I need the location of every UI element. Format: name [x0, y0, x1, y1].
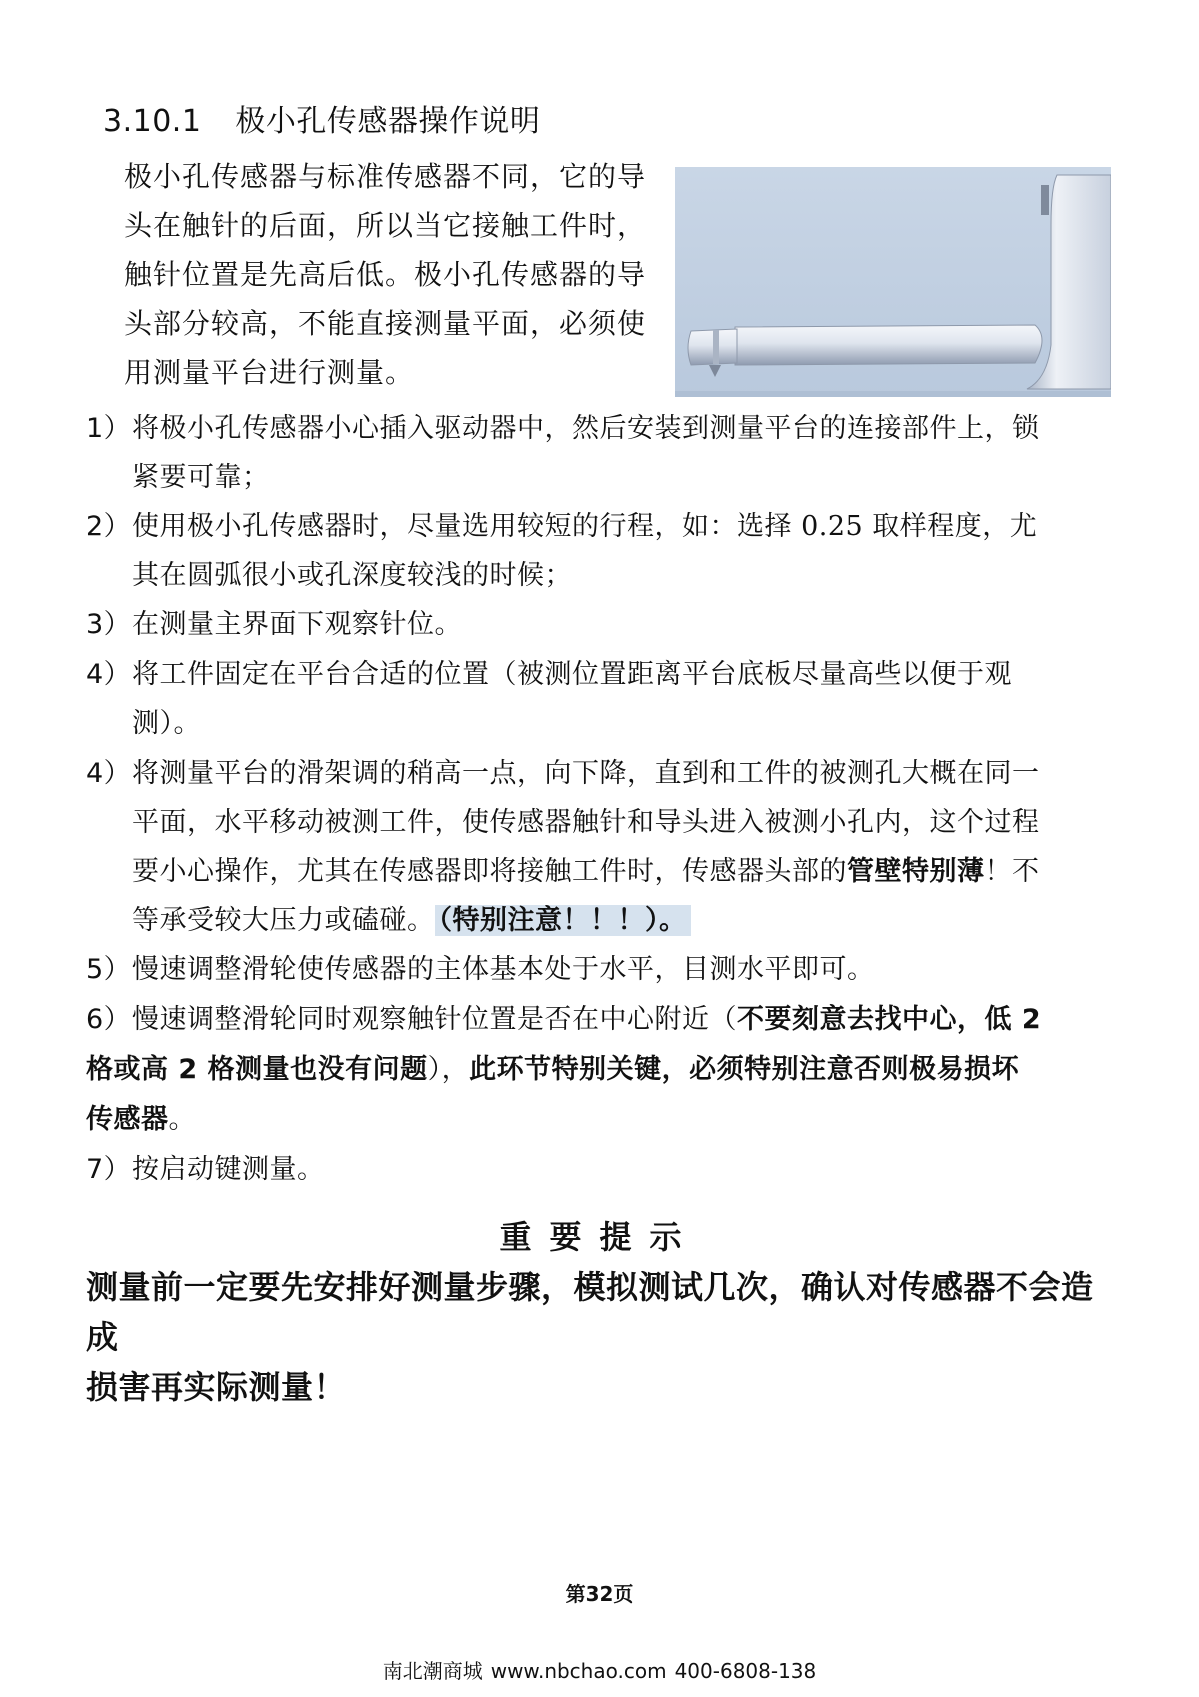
probe-groove	[713, 330, 719, 364]
list-item	[86, 650, 1121, 748]
emphasis-text: 此环节特别关键，必须特别注意否则极易损坏	[469, 1054, 1020, 1085]
emphasis-text: 传感器	[86, 1104, 169, 1135]
page-number: 第32页	[565, 1582, 634, 1606]
step-label: 4）	[86, 659, 132, 690]
step-text-part: 。	[168, 1104, 196, 1135]
step-label: 6）	[86, 1004, 132, 1035]
intro-line: 头部分较高，不能直接测量平面，必须使	[124, 307, 647, 340]
step-text-part: ！不	[984, 856, 1040, 887]
list-item	[86, 749, 1121, 945]
emphasis-text: 格或高 2 格测量也没有问题	[86, 1054, 428, 1085]
footer	[0, 1655, 1199, 1684]
step-text: 慢速调整滑轮同时观察触针位置是否在中心附近（	[132, 1004, 737, 1035]
step-text-part: 要小心操作，尤其在传感器即将接触工件时，传感器头部的	[132, 856, 847, 887]
step-continuation	[86, 847, 1121, 896]
step-label: 3）	[86, 609, 132, 640]
step-text: 在测量主界面下观察针位。	[132, 609, 462, 640]
step-label: 2）	[86, 511, 132, 542]
step-text: 将极小孔传感器小心插入驱动器中，然后安装到测量平台的连接部件上，锁	[132, 413, 1040, 444]
step-text: 将测量平台的滑架调的稍高一点，向下降，直到和工件的被测孔大概在同一	[132, 758, 1040, 789]
intro-line: 用测量平台进行测量。	[124, 356, 415, 389]
step-text-part: ），	[427, 1054, 470, 1085]
tip-line: 损害再实际测量！	[86, 1368, 347, 1406]
footer-url[interactable]: www.nbchao.com	[490, 1659, 667, 1683]
tip-line: 测量前一定要先安排好测量步骤，模拟测试几次，确认对传感器不会造成	[86, 1268, 1094, 1356]
highlight-warning: （特别注意！！！）。	[435, 905, 691, 936]
emphasis-text: 不要刻意去找中心，低 2	[737, 1004, 1042, 1035]
section-heading	[103, 96, 540, 140]
step-continuation: 其在圆弧很小或孔深度较浅的时候；	[132, 560, 572, 591]
tip-body	[86, 1262, 1121, 1412]
step-label: 1）	[86, 413, 132, 444]
list-item	[86, 995, 1121, 1145]
footer-phone: 400-6808-138	[674, 1659, 817, 1683]
step-label: 4）	[86, 758, 132, 789]
step-continuation: 平面，水平移动被测工件，使传感器触针和导头进入被测小孔内，这个过程	[132, 807, 1040, 838]
list-item	[86, 945, 1121, 994]
step-text: 将工件固定在平台合适的位置（被测位置距离平台底板尽量高些以便于观	[132, 659, 1012, 690]
step-label: 5）	[86, 954, 132, 985]
step-label: 7）	[86, 1154, 132, 1185]
step-text: 慢速调整滑轮使传感器的主体基本处于水平，目测水平即可。	[132, 954, 875, 985]
sensor-slot	[1041, 185, 1049, 215]
step-continuation	[86, 896, 1121, 945]
step-text-part: 等承受较大压力或磕碰。	[132, 905, 435, 936]
list-item	[86, 404, 1121, 502]
list-item	[86, 1145, 1121, 1194]
list-item	[86, 600, 1121, 649]
intro-line: 极小孔传感器与标准传感器不同，它的导	[124, 160, 647, 193]
probe-rod	[735, 325, 1042, 365]
section-title: 极小孔传感器操作说明	[235, 104, 541, 139]
footer-brand: 南北潮商城	[382, 1659, 483, 1683]
section-number: 3.10.1	[103, 104, 202, 139]
sensor-probe-illustration	[675, 167, 1111, 397]
emphasis-text: 管壁特别薄	[847, 856, 985, 887]
step-text: 使用极小孔传感器时，尽量选用较短的行程，如：选择 0.25 取样程度，尤	[132, 511, 1038, 542]
step-text: 按启动键测量。	[132, 1154, 325, 1185]
step-continuation: 测）。	[132, 708, 201, 739]
intro-line: 触针位置是先高后低。极小孔传感器的导	[124, 258, 647, 291]
list-item	[86, 502, 1121, 600]
step-continuation: 紧要可靠；	[132, 462, 270, 493]
intro-paragraph	[124, 152, 664, 397]
tip-title: 重要提示	[499, 1218, 700, 1256]
probe-tip	[688, 329, 737, 365]
intro-line: 头在触针的后面，所以当它接触工件时，	[124, 209, 647, 242]
